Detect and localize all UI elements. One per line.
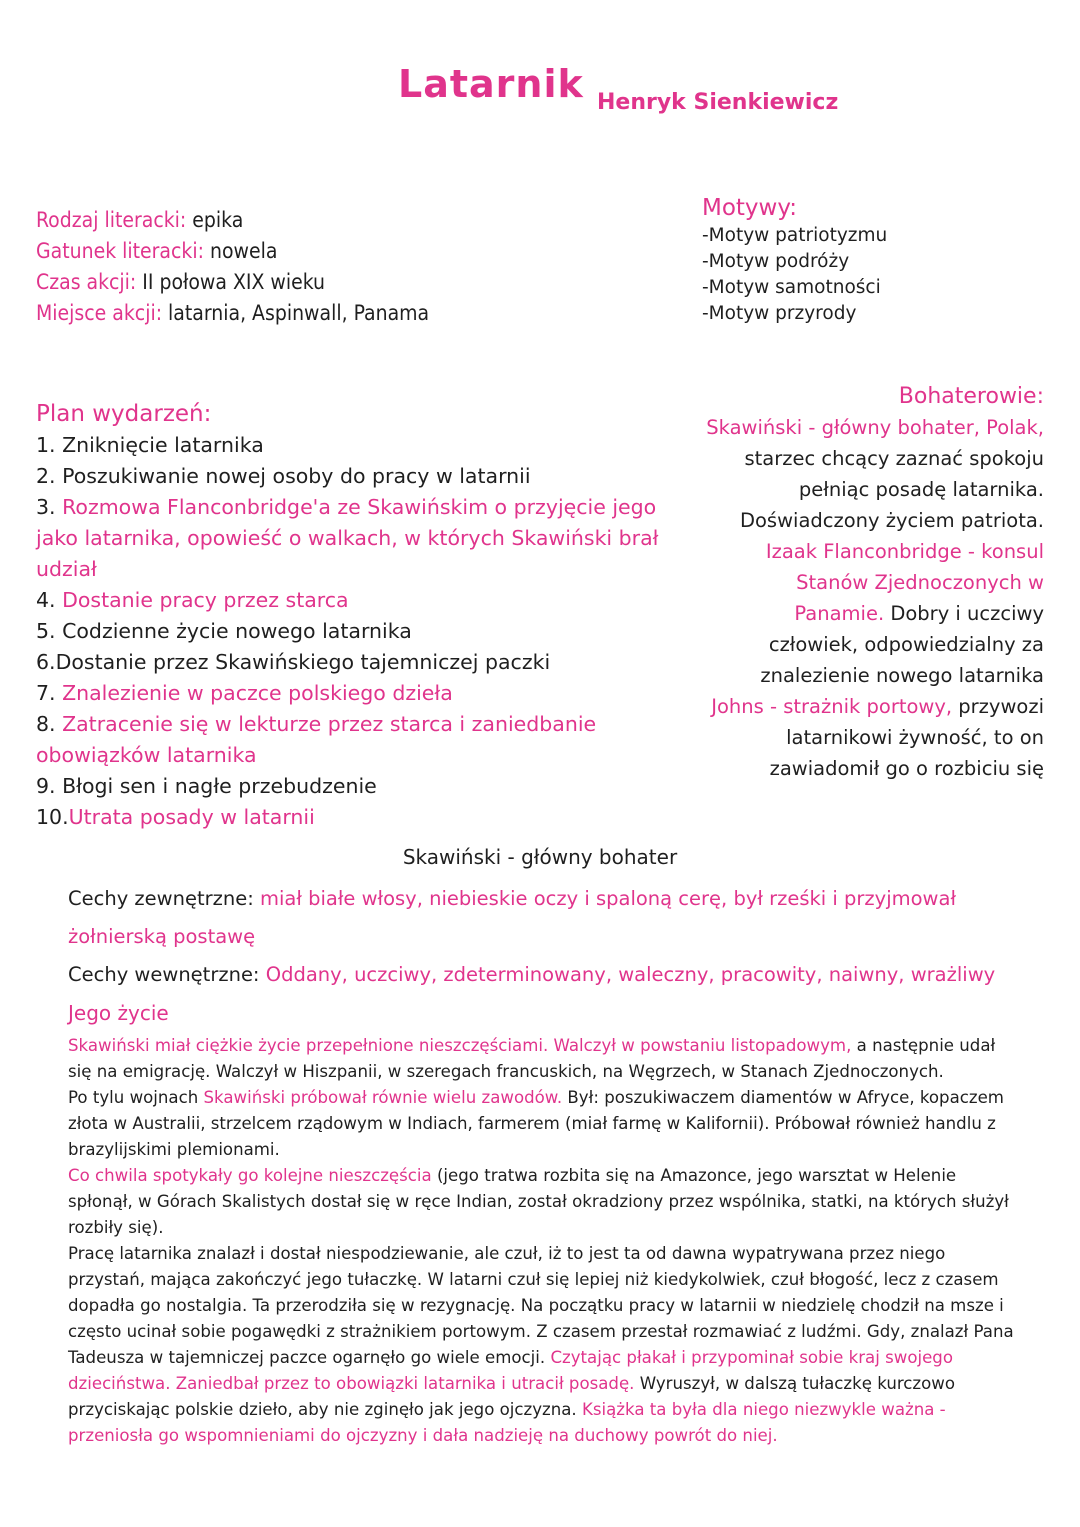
plan-item-text: Utrata posady w latarnii bbox=[68, 805, 315, 829]
work-info bbox=[36, 205, 429, 329]
plan-item bbox=[36, 585, 676, 616]
hero-name: Johns bbox=[711, 695, 764, 718]
internal-label: Cechy wewnętrzne: bbox=[68, 963, 260, 986]
plan-item-text: Codzienne życie nowego latarnika bbox=[62, 619, 412, 643]
motifs-section bbox=[702, 193, 887, 327]
info-place bbox=[36, 298, 429, 329]
genre-kind-value: epika bbox=[186, 208, 244, 232]
hero-name: Skawiński bbox=[706, 416, 803, 439]
plan-item-text: Zniknięcie latarnika bbox=[62, 433, 264, 457]
plan-item-number: 4. bbox=[36, 588, 63, 612]
hero-johns bbox=[704, 691, 1044, 784]
plan-item bbox=[36, 678, 676, 709]
time-label: Czas akcji: bbox=[36, 270, 137, 294]
plan-item-number: 7. bbox=[36, 681, 63, 705]
genre-value: nowela bbox=[203, 239, 278, 263]
life-story bbox=[68, 1033, 1023, 1449]
story-highlight: Skawiński miał ciężkie życie przepełnione nieszczęściami. Walczył w powstaniu listopadowym, bbox=[68, 1036, 852, 1055]
plan-item bbox=[36, 771, 676, 802]
hero-desc: Dobry i uczciwy człowiek, odpowiedzialny za znalezienie nowego latarnika bbox=[760, 602, 1044, 687]
story-highlight: Skawiński próbował równie wielu zawodów. bbox=[203, 1088, 563, 1107]
motif-item: -Motyw podróży bbox=[702, 251, 850, 272]
info-time bbox=[36, 267, 429, 298]
story-text: Był: poszukiwaczem diamentów w Afryce, kopaczem złota w Australii, strzelcem rządowym w Indiach, farmerem (miał farmę w Kalifornii). Próbował również handlu z brazylijskimi plemionami. bbox=[68, 1088, 1004, 1159]
motif-item: -Motyw patriotyzmu bbox=[702, 225, 888, 246]
plan-item-number: 9. bbox=[36, 774, 63, 798]
plan-item-number: 3. bbox=[36, 495, 63, 519]
story-paragraph bbox=[68, 1033, 1023, 1085]
main-hero-title: Skawiński - główny bohater bbox=[402, 845, 678, 869]
plan-item-text: Rozmowa Flanconbridge'a ze Skawińskim o przyjęcie jego jako latarnika, opowieść o walkach, w których Skawiński brał udział bbox=[36, 495, 659, 581]
plan-item bbox=[36, 802, 676, 833]
life-heading: Jego życie bbox=[68, 1001, 169, 1025]
plan-item bbox=[36, 430, 676, 461]
plan-item-text: Błogi sen i nagłe przebudzenie bbox=[62, 774, 377, 798]
plan-section bbox=[36, 398, 676, 833]
main-hero-features bbox=[68, 880, 1028, 1032]
info-genre bbox=[36, 236, 429, 267]
plan-item-text: Dostanie przez Skawińskiego tajemniczej paczki bbox=[55, 650, 551, 674]
plan-heading: Plan wydarzeń: bbox=[36, 401, 212, 427]
plan-item-number: 5. bbox=[36, 619, 63, 643]
plan-item bbox=[36, 647, 676, 678]
motif-item: -Motyw samotności bbox=[702, 277, 881, 298]
hero-skawinski bbox=[704, 412, 1044, 536]
heroes-heading bbox=[704, 381, 1044, 412]
story-paragraph bbox=[68, 1085, 1023, 1163]
plan-item-number: 2. bbox=[36, 464, 63, 488]
story-highlight: Książka ta była dla niego niezwykle ważna - przeniosła go wspomnieniami do ojczyzny i dała nadzieję na duchowy powrót do niej. bbox=[68, 1400, 946, 1445]
plan-item-number: 10. bbox=[36, 805, 69, 829]
hero-role: - konsul Stanów Zjednoczonych w Panamie. bbox=[794, 540, 1044, 625]
page-title: Latarnik bbox=[398, 62, 584, 106]
story-text: (jego tratwa rozbita się na Amazonce, jego warsztat w Helenie spłonął, w Górach Skalistych dostał się w ręce Indian, został okradziony przez wspólnika, statki, na których służył rozbiły się). bbox=[68, 1166, 1009, 1237]
story-highlight: Co chwila spotykały go kolejne nieszczęścia bbox=[68, 1166, 432, 1185]
plan-item-text: Znalezienie w paczce polskiego dzieła bbox=[62, 681, 453, 705]
internal-features bbox=[68, 956, 1028, 994]
plan-item-text: Dostanie pracy przez starca bbox=[62, 588, 349, 612]
author-name: Henryk Sienkiewicz bbox=[597, 90, 839, 115]
external-features bbox=[68, 880, 1028, 956]
story-paragraph bbox=[68, 1241, 1023, 1449]
heroes-section bbox=[704, 381, 1044, 784]
story-paragraph bbox=[68, 1163, 1023, 1241]
info-genre-kind bbox=[36, 205, 429, 236]
plan-item-text: Zatracenie się w lekturze przez starca i zaniedbanie obowiązków latarnika bbox=[36, 712, 597, 767]
place-value: latarnia, Aspinwall, Panama bbox=[162, 301, 430, 325]
place-label: Miejsce akcji: bbox=[36, 301, 163, 325]
internal-value: Oddany, uczciwy, zdeterminowany, waleczny, pracowity, naiwny, wrażliwy bbox=[259, 963, 996, 986]
hero-izaak bbox=[704, 536, 1044, 691]
hero-desc: przywozi latarnikowi żywność, to on zawiadomił go o rozbiciu się bbox=[769, 695, 1044, 780]
motifs-heading: Motywy: bbox=[702, 195, 798, 221]
story-highlight: Czytając płakał i przypominał sobie kraj swojego dzieciństwa. Zaniedbał przez to obowiązki latarnika i utracił posadę. bbox=[68, 1348, 953, 1393]
plan-item bbox=[36, 709, 676, 771]
plan-item bbox=[36, 616, 676, 647]
story-text: Wyruszył, w dalszą tułaczkę kurczowo przyciskając polskie dzieło, aby nie zginęło jak jego ojczyzna. bbox=[68, 1374, 956, 1419]
plan-item-number: 8. bbox=[36, 712, 63, 736]
genre-label: Gatunek literacki: bbox=[36, 239, 204, 263]
time-value: II połowa XIX wieku bbox=[136, 270, 325, 294]
external-value: miał białe włosy, niebieskie oczy i spaloną cerę, był rześki i przyjmował żołnierską postawę bbox=[68, 887, 956, 948]
heroes-heading-text: Bohaterowie: bbox=[898, 384, 1044, 409]
plan-item-number: 6. bbox=[36, 650, 56, 674]
motif-item: -Motyw przyrody bbox=[702, 303, 857, 324]
story-text: a następnie udał się na emigrację. Walczył w Hiszpanii, w szeregach francuskich, na Węgrzech, w Stanach Zjednoczonych. bbox=[68, 1036, 996, 1081]
plan-item bbox=[36, 461, 676, 492]
story-text: Pracę latarnika znalazł i dostał niespodziewanie, ale czuł, iż to jest ta od dawna wypatrywana przez niego przystań, mająca zakończyć jego tułaczkę. W latarni czuł się lepiej niż kiedykolwiek, czuł błogość, lecz z czasem dopadła go nostalgia. Ta przerodziła się w rezygnację. Na początku pracy w latarnii w niedzielę chodził na msze i często ucinał sobie pogawędki z strażnikiem portowym. Z czasem przestał rozmawiać z ludźmi. Gdy, znalazł Pana Tadeusza w tajemniczej paczce ogarnęło go wiele emocji. bbox=[68, 1244, 1014, 1367]
story-text: Po tylu wojnach bbox=[68, 1088, 204, 1107]
hero-role: - strażnik portowy, bbox=[763, 695, 953, 718]
external-label: Cechy zewnętrzne: bbox=[68, 887, 254, 910]
hero-desc: starzec chcący zaznać spokoju pełniąc posadę latarnika. Doświadczony życiem patriota. bbox=[739, 447, 1044, 532]
hero-name: Izaak Flanconbridge bbox=[765, 540, 962, 563]
plan-item-number: 1. bbox=[36, 433, 63, 457]
genre-kind-label: Rodzaj literacki: bbox=[36, 208, 187, 232]
plan-item bbox=[36, 492, 676, 585]
hero-role: - główny bohater, Polak, bbox=[802, 416, 1044, 439]
plan-item-text: Poszukiwanie nowej osoby do pracy w latarnii bbox=[62, 464, 531, 488]
